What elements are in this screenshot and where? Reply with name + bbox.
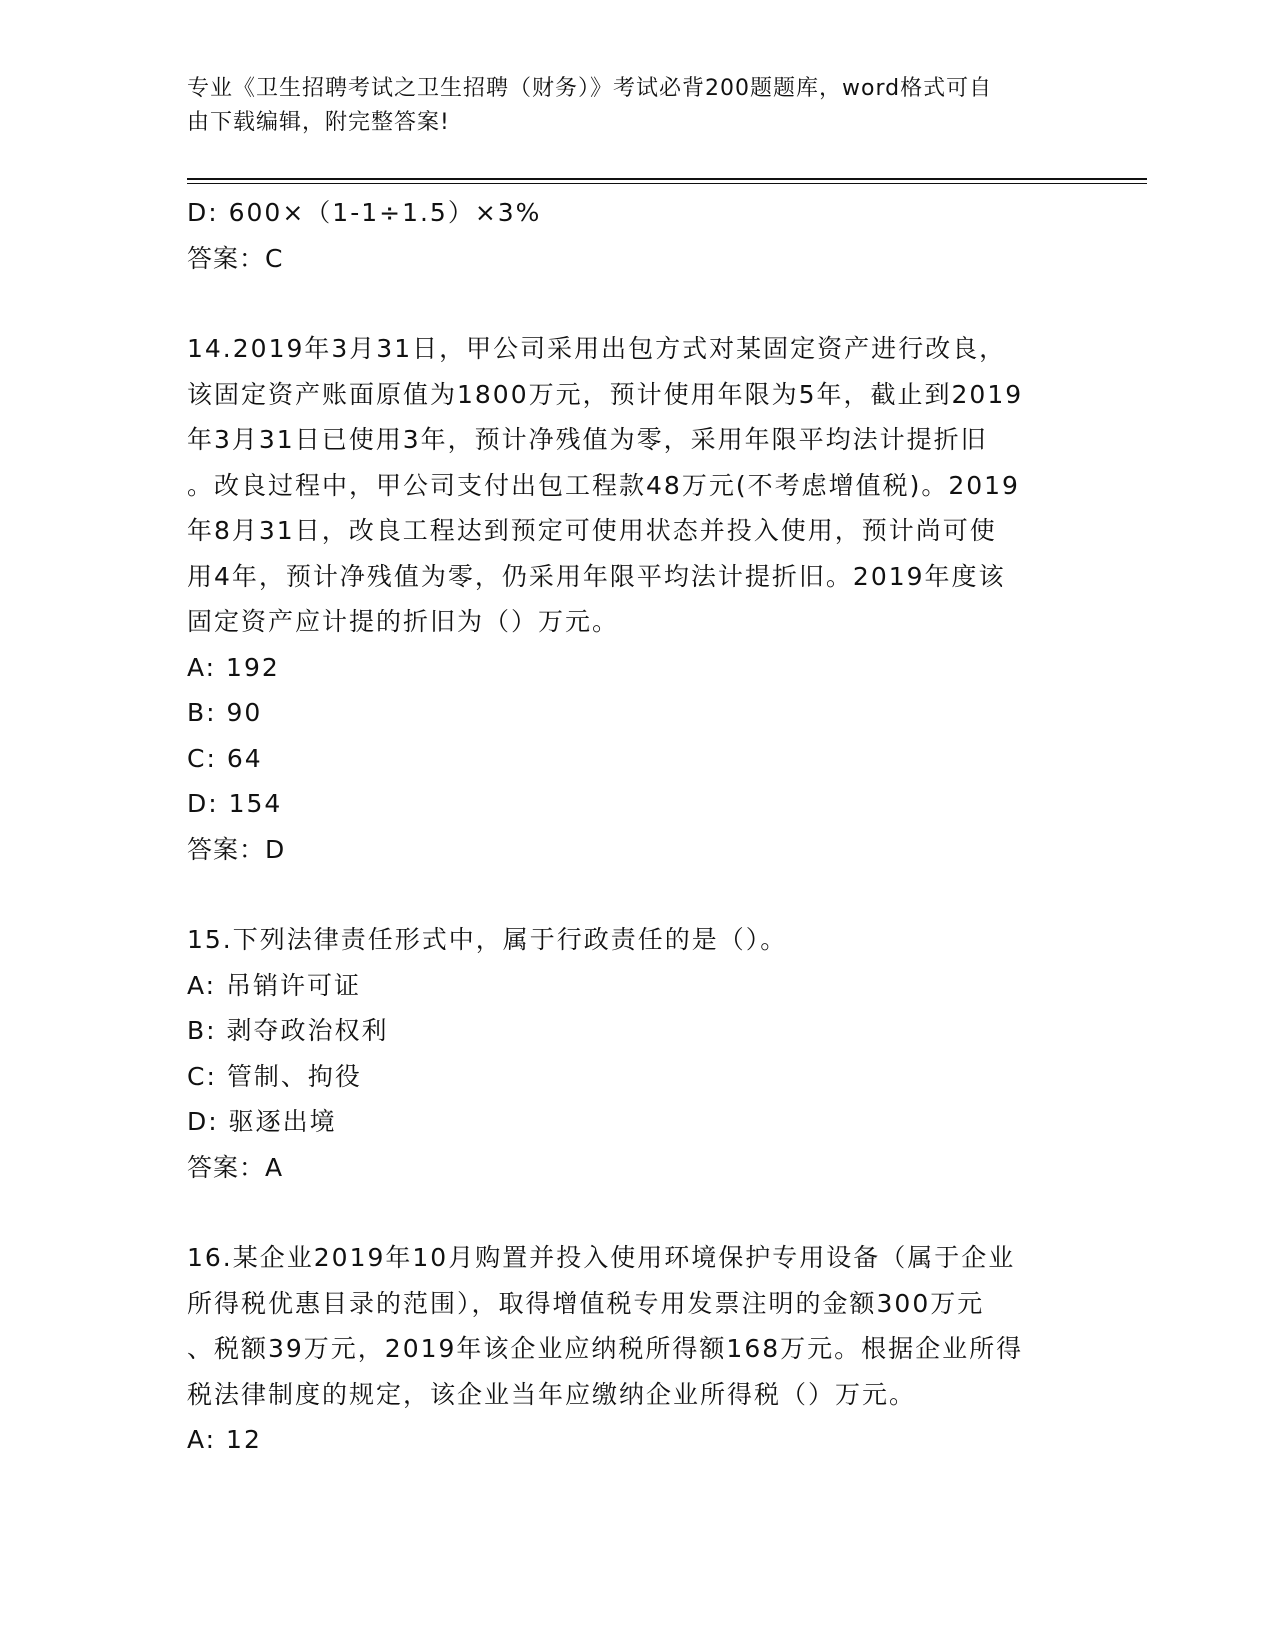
question-stem-line: 年3月31日已使用3年，预计净残值为零，采用年限平均法计提折旧 xyxy=(187,425,988,454)
question-stem-line: 用4年，预计净残值为零，仍采用年限平均法计提折旧。2019年度该 xyxy=(187,561,1006,591)
answer-line: 答案：A xyxy=(187,1152,284,1182)
question-stem-line: 固定资产应计提的折旧为（）万元。 xyxy=(187,607,620,636)
question-stem-line: 该固定资产账面原值为1800万元，预计使用年限为5年，截止到2019 xyxy=(187,379,1024,409)
header-rule-thin xyxy=(187,183,1147,184)
option-b: B: 剥夺政治权利 xyxy=(187,1016,389,1045)
question-stem-line: 、税额39万元，2019年该企业应纳税所得额168万元。根据企业所得 xyxy=(187,1334,1024,1363)
question-16 xyxy=(187,1235,1087,1463)
question-15 xyxy=(187,917,1087,1190)
header-line-2: 由下载编辑，附完整答案! xyxy=(187,110,450,135)
option-b: B: 90 xyxy=(187,698,263,727)
document-header xyxy=(187,72,1077,140)
answer-line: 答案：C xyxy=(187,243,284,273)
header-line-1: 专业《卫生招聘考试之卫生招聘（财务）》考试必背200题题库，word格式可自 xyxy=(187,76,993,101)
question-stem-line: 。改良过程中，甲公司支付出包工程款48万元(不考虑增值税)。2019 xyxy=(187,470,1020,500)
option-a: A: 吊销许可证 xyxy=(187,970,362,1000)
question-stem-line: 16.某企业2019年10月购置并投入使用环境保护专用设备（属于企业 xyxy=(187,1243,1016,1272)
spacer xyxy=(187,1190,1087,1235)
question-14 xyxy=(187,326,1087,872)
option-c: C: 管制、拘役 xyxy=(187,1061,362,1091)
spacer xyxy=(187,281,1087,326)
question-stem-line: 所得税优惠目录的范围），取得增值税专用发票注明的金额300万元 xyxy=(187,1288,985,1318)
question-stem-line: 税法律制度的规定，该企业当年应缴纳企业所得税（）万元。 xyxy=(187,1379,917,1409)
option-c: C: 64 xyxy=(187,743,263,773)
answer-line: 答案：D xyxy=(187,834,286,864)
header-rule-thick xyxy=(187,178,1147,180)
option-d: D: 600×（1-1÷1.5）×3% xyxy=(187,198,542,227)
option-a: A: 192 xyxy=(187,652,280,682)
spacer xyxy=(187,872,1087,917)
question-stem-line: 15.下列法律责任形式中，属于行政责任的是（）。 xyxy=(187,925,788,954)
option-d: D: 驱逐出境 xyxy=(187,1107,337,1136)
question-stem-line: 14.2019年3月31日，甲公司采用出包方式对某固定资产进行改良， xyxy=(187,334,1007,363)
question-stem-line: 年8月31日，改良工程达到预定可使用状态并投入使用，预计尚可使 xyxy=(187,516,997,545)
document-body xyxy=(187,190,1087,1463)
option-a: A: 12 xyxy=(187,1425,262,1454)
option-d: D: 154 xyxy=(187,789,283,818)
